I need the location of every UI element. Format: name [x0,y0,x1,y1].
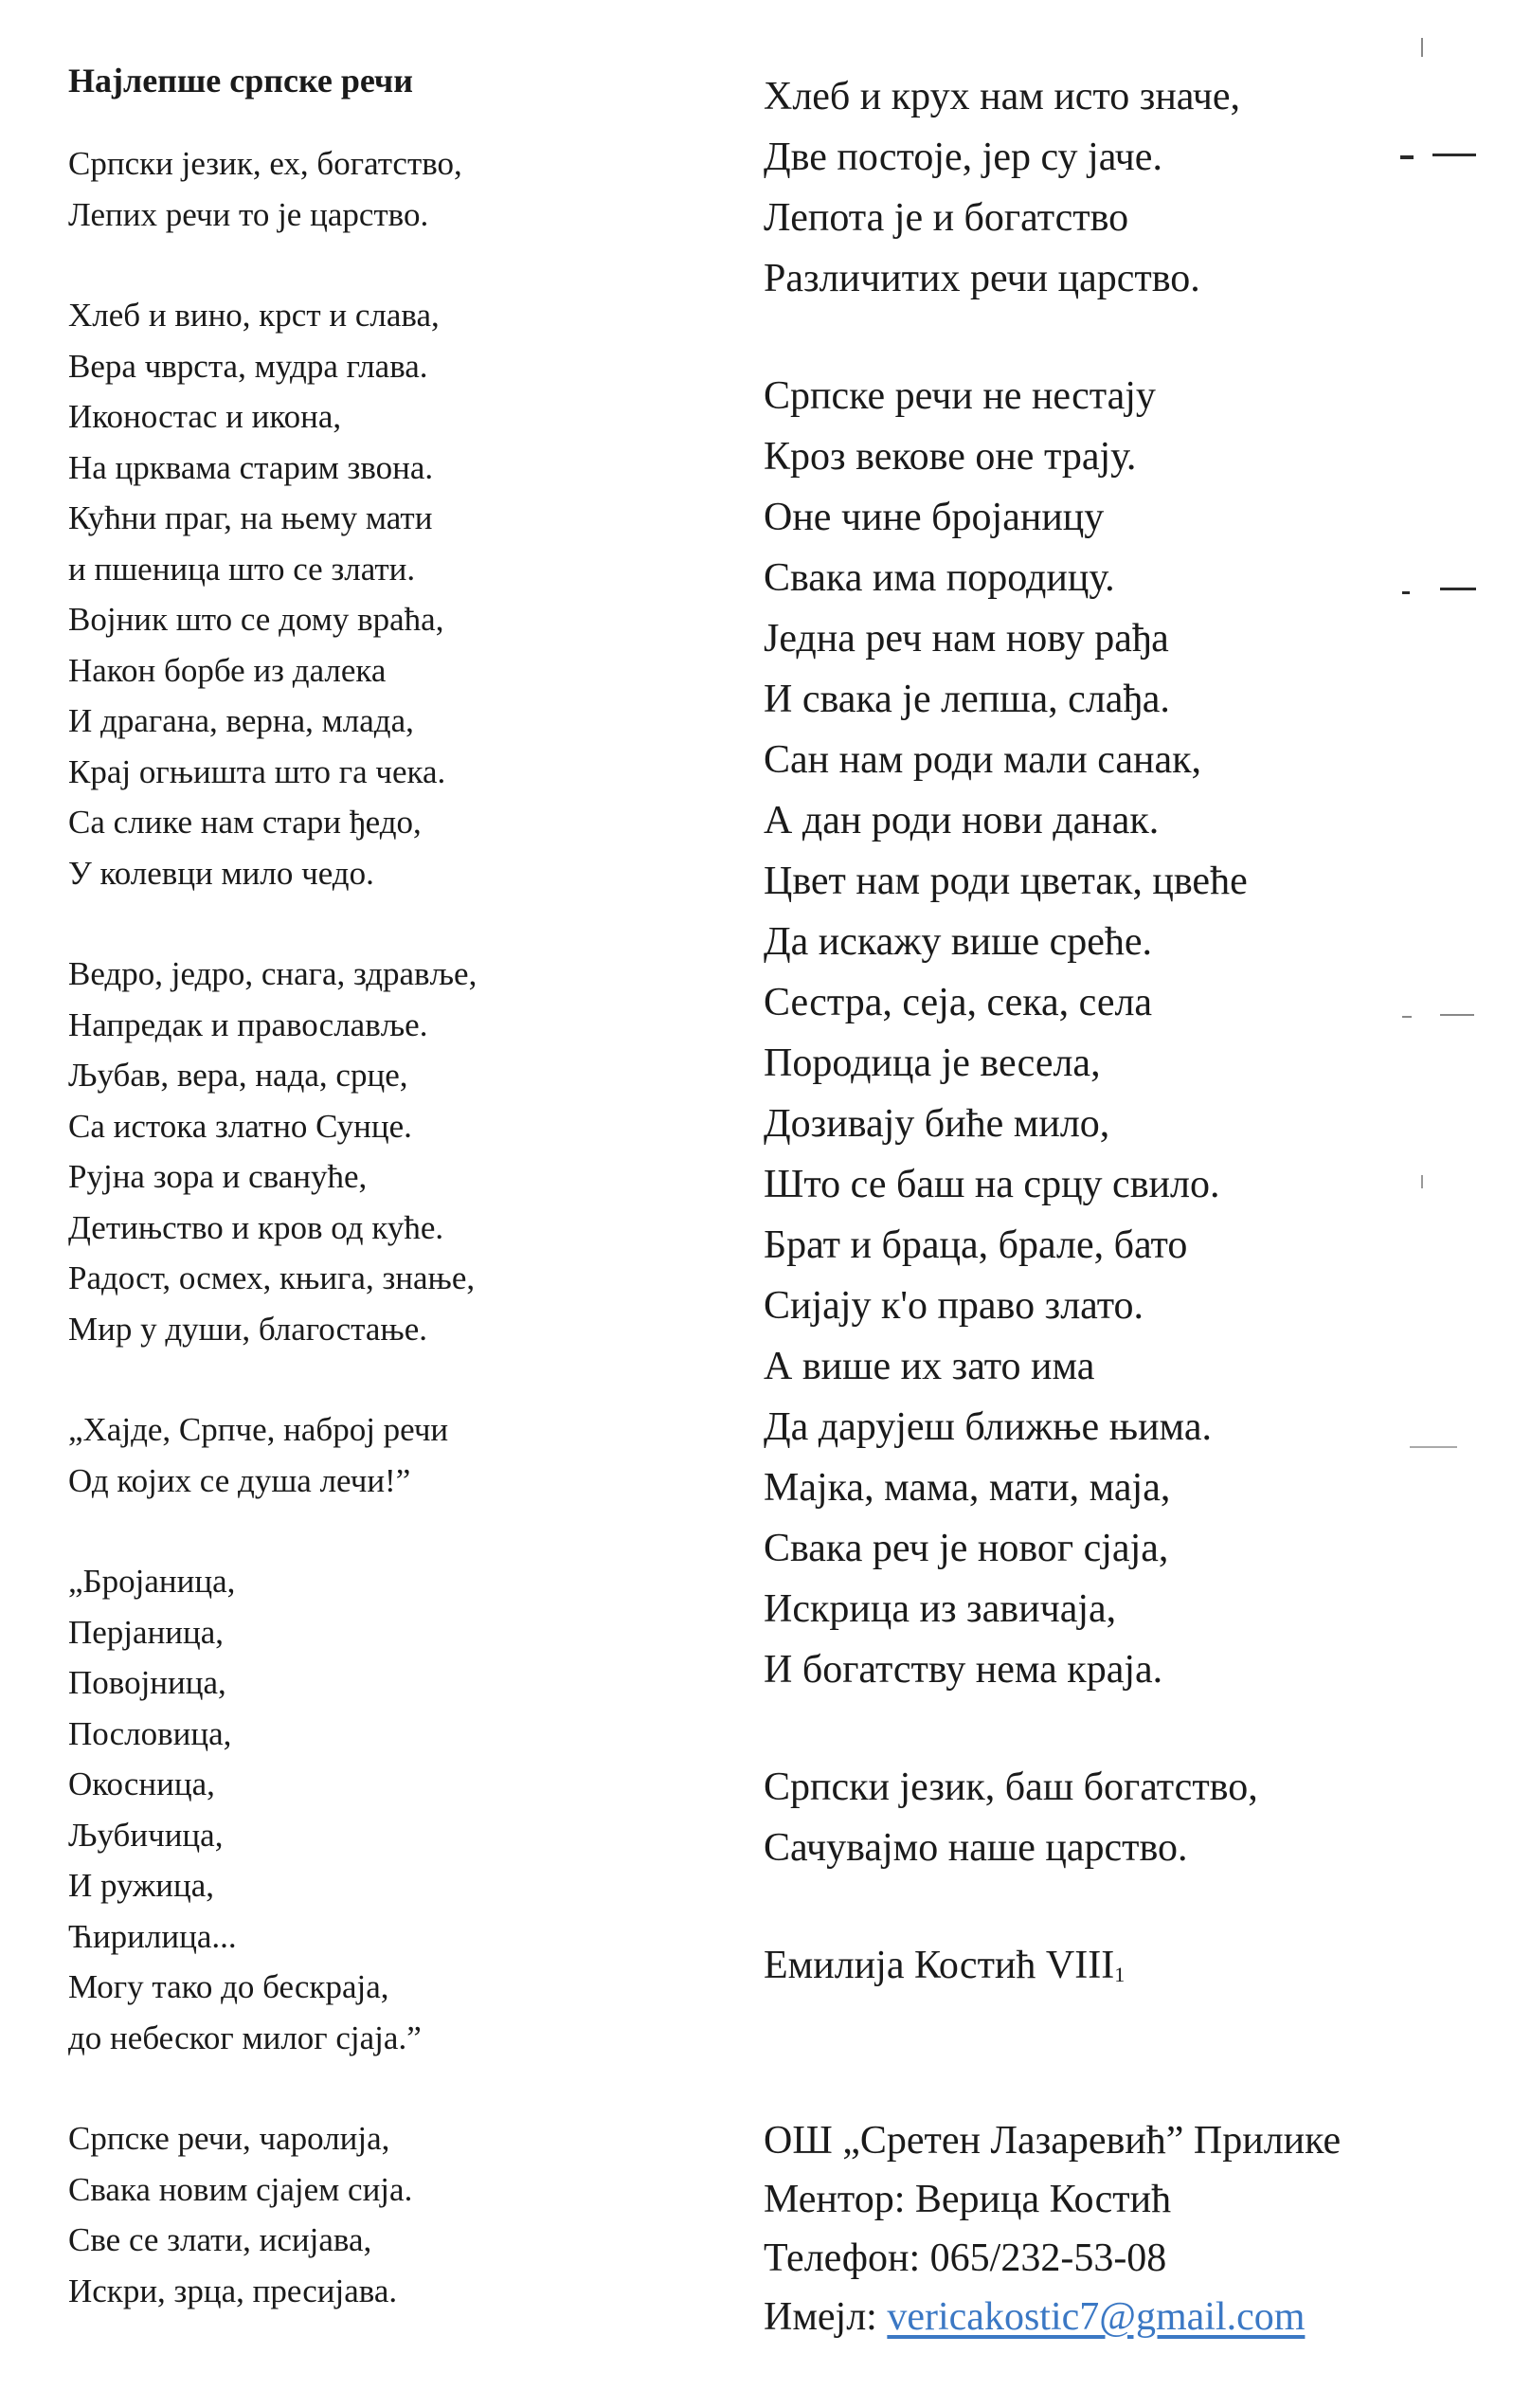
poem-line: Од којих се душа лечи!” [68,1461,411,1499]
poem-line: до небеског милог сјаја.” [68,2019,422,2056]
right-column [764,66,1484,2346]
poem-line: И богатству нема краја. [764,1648,1163,1692]
left-column [68,55,675,2366]
stanza [68,1556,675,2063]
scan-mark [1440,1014,1474,1016]
stanza [764,66,1484,309]
poem-line: И драгана, верна, млада, [68,702,414,739]
poem-line: Да искажу више среће. [764,920,1153,964]
poem-line: Кроз векове оне трају. [764,435,1137,479]
scan-mark [1402,1016,1412,1018]
poem-line: Свака новим сјајем сија. [68,2170,413,2208]
poem-line: Ведро, једро, снага, здравље, [68,955,477,992]
scan-mark [1400,155,1414,159]
poem-line: Дозивају биће мило, [764,1102,1110,1146]
poem-line: Рујна зора и свануће, [68,1158,368,1195]
poem-line: Брат и браца, брале, бато [764,1223,1188,1267]
poem-line: Повојница, [68,1664,226,1701]
poem-line: Иконостас и икона, [68,398,342,435]
author-name: Емилија Костић VIII [764,1944,1115,1987]
stanza [68,1404,675,1506]
scan-mark [1421,1175,1423,1188]
poem-line: Љубичица, [68,1816,224,1854]
poem-line: Окосница, [68,1765,215,1802]
school-name: ОШ „Сретен Лазаревић” Прилике [764,2119,1342,2163]
poem-line: Хлеб и крух нам исто значе, [764,75,1241,118]
poem-line: Све се злати, исијава, [68,2221,372,2258]
email-label: Имејл: [764,2295,877,2339]
poem-title: Најлепше српске речи [68,62,413,100]
left-stanzas [68,138,675,2316]
poem-line: Перјаница, [68,1613,225,1651]
poem-line: Оне чине бројаницу [764,496,1105,539]
poem-line: Српски језик, ех, богатство, [68,145,462,182]
author-grade-subscript: 1 [1114,1963,1126,1986]
poem-line: Свака има породицу. [764,556,1115,600]
poem-line: Што се баш на срцу свило. [764,1163,1220,1206]
right-stanzas [764,66,1484,1878]
poem-line: И свака је лепша, слађа. [764,678,1170,721]
poem-line: Након борбе из далека [68,651,387,689]
stanza [68,2113,675,2316]
poem-line: А дан роди нови данак. [764,799,1160,842]
mentor-line: Ментор: Верица Костић [764,2178,1172,2221]
scan-mark [1432,154,1476,156]
poem-line: Породица је весела, [764,1041,1101,1085]
email-line [764,2288,1484,2346]
poem-line: Могу тако до бескраја, [68,1968,389,2005]
school-info [764,2111,1484,2346]
poem-line: „Бројаница, [68,1563,236,1600]
poem-line: Љубав, вера, нада, срце, [68,1057,408,1094]
phone-line: Телефон: 065/232-53-08 [764,2236,1167,2280]
poem-line: Свака реч је новог сјаја, [764,1527,1169,1570]
poem-line: Српске речи не нестају [764,374,1156,418]
poem-line: На црквама старим звона. [68,448,434,486]
poem-line: Детињство и кров од куће. [68,1208,444,1246]
stanza [68,290,675,898]
poem-line: Ћирилица... [68,1917,237,1955]
poem-line: Сан нам роди мали санак, [764,738,1202,782]
poem-line: Мир у души, благостање. [68,1310,428,1348]
poem-line: Хлеб и вино, крст и слава, [68,297,440,334]
scan-mark [1440,588,1476,590]
poem-line: Војник што се дому враћа, [68,601,444,638]
poem-line: Крај огњишта што га чека. [68,752,446,790]
stanza [68,138,675,240]
email-link[interactable]: vericakostic7@gmail.com [887,2295,1306,2339]
poem-line: Српски језик, баш богатство, [764,1765,1258,1809]
poem-line: Искрица из завичаја, [764,1587,1117,1631]
poem-line: Мајка, мама, мати, маја, [764,1466,1171,1510]
author-line [764,1935,1484,2005]
poem-line: Српске речи, чаролија, [68,2120,390,2157]
poem-line: Са слике нам стари ђедо, [68,804,422,841]
poem-line: „Хајде, Српче, наброј речи [68,1411,449,1448]
poem-line: Сестра, сеја, сека, села [764,981,1153,1024]
poem-line: Цвет нам роди цветак, цвеће [764,860,1248,903]
poem-line: Вера чврста, мудра глава. [68,347,428,385]
stanza [764,1757,1484,1878]
poem-line: А више их зато има [764,1345,1095,1388]
poem-line: Радост, осмех, књига, знање, [68,1259,476,1296]
poem-line: У колевци мило чедо. [68,854,374,892]
poem-line: Једна реч нам нову рађа [764,617,1169,661]
poem-line: Напредак и православље. [68,1005,428,1043]
poem-line: Лепих речи то је царство. [68,195,429,233]
stanza [764,366,1484,1700]
poem-line: Сачувајмо наше царство. [764,1826,1188,1870]
poem-line: И ружица, [68,1867,215,1904]
poem-line: Две постоје, јер су јаче. [764,136,1162,179]
scan-mark [1410,1446,1457,1448]
poem-line: и пшеница што се злати. [68,550,416,588]
poem-line: Сијају к'о право злато. [764,1284,1144,1328]
poem-line: Са истока златно Сунце. [68,1107,412,1145]
poem-line: Лепота је и богатство [764,196,1129,240]
poem-line: Да дарујеш ближње њима. [764,1405,1212,1449]
poem-line: Различитих речи царство. [764,257,1200,300]
scan-mark [1402,591,1410,594]
stanza [68,949,675,1354]
poem-line: Пословица, [68,1714,232,1752]
poem-line: Искри, зрца, пресијава. [68,2272,398,2309]
poem-line: Кућни праг, на њему мати [68,499,433,536]
scan-mark [1421,38,1423,57]
